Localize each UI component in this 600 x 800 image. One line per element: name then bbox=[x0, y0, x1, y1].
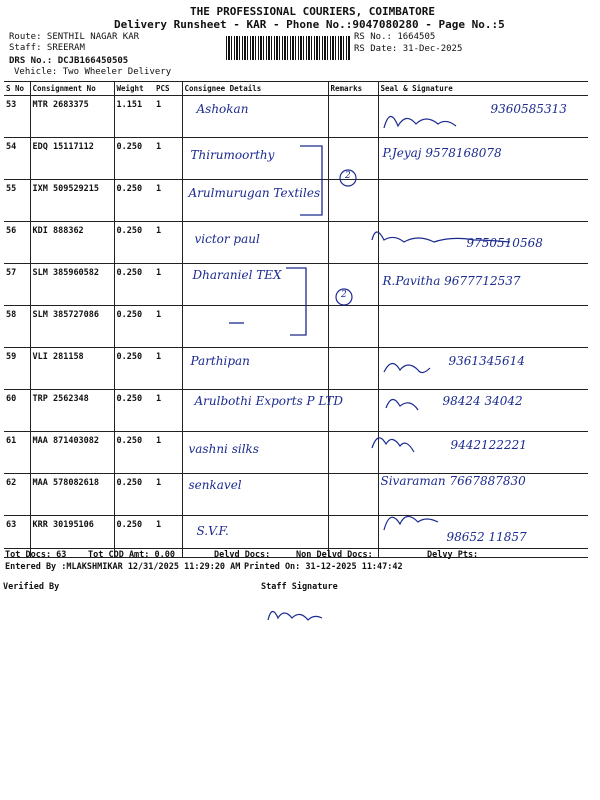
table-row bbox=[4, 474, 588, 516]
drs-no: DRS No.: DCJB166450505 bbox=[9, 56, 129, 66]
seal-cell bbox=[378, 306, 588, 348]
remarks-cell bbox=[328, 306, 378, 348]
sno-cell: 61 bbox=[4, 432, 30, 474]
verified-by: Verified By bbox=[3, 582, 60, 592]
tot-docs: Tot Docs: 63 bbox=[5, 550, 67, 560]
sno-cell: 60 bbox=[4, 390, 30, 432]
seal-handwriting: 98424 34042 bbox=[442, 394, 523, 408]
consignee-cell bbox=[182, 180, 328, 222]
consignee-handwriting: senkavel bbox=[188, 478, 242, 492]
weight-cell: 0.250 bbox=[114, 264, 154, 306]
remarks-cell bbox=[328, 264, 378, 306]
pcs-cell: 1 bbox=[154, 222, 182, 264]
pcs-cell: 1 bbox=[154, 264, 182, 306]
runsheet-table bbox=[4, 81, 588, 558]
sno-cell: 56 bbox=[4, 222, 30, 264]
table-row bbox=[4, 138, 588, 180]
col-consignment: Consignment No bbox=[30, 82, 114, 96]
weight-cell: 0.250 bbox=[114, 138, 154, 180]
consignee-handwriting: victor paul bbox=[194, 232, 260, 246]
sno-cell: 53 bbox=[4, 96, 30, 138]
remarks-cell bbox=[328, 180, 378, 222]
remarks-cell bbox=[328, 432, 378, 474]
remarks-cell bbox=[328, 138, 378, 180]
consignee-cell bbox=[182, 138, 328, 180]
seal-handwriting: 9750510568 bbox=[466, 236, 543, 250]
consignment-cell: SLM 385727086 bbox=[30, 306, 114, 348]
consignment-cell: MAA 578082618 bbox=[30, 474, 114, 516]
consignee-handwriting: Arulmurugan Textiles bbox=[188, 186, 321, 200]
consignment-cell: SLM 385960582 bbox=[30, 264, 114, 306]
remarks-cell bbox=[328, 222, 378, 264]
sno-cell: 55 bbox=[4, 180, 30, 222]
pcs-cell: 1 bbox=[154, 306, 182, 348]
weight-cell: 0.250 bbox=[114, 348, 154, 390]
pcs-cell: 1 bbox=[154, 348, 182, 390]
weight-cell: 0.250 bbox=[114, 390, 154, 432]
delvd-docs: Delvd Docs: bbox=[214, 550, 271, 560]
pcs-cell: 1 bbox=[154, 390, 182, 432]
table-row bbox=[4, 390, 588, 432]
seal-cell bbox=[378, 432, 588, 474]
consignee-handwriting: Dharaniel TEX bbox=[192, 268, 282, 282]
rs-date: RS Date: 31-Dec-2025 bbox=[354, 44, 463, 54]
staff: Staff: SREERAM bbox=[9, 43, 85, 53]
pcs-cell: 1 bbox=[154, 516, 182, 558]
consignee-cell bbox=[182, 222, 328, 264]
consignment-cell: MTR 2683375 bbox=[30, 96, 114, 138]
footer-divider bbox=[4, 548, 588, 549]
table-row bbox=[4, 348, 588, 390]
pcs-cell: 1 bbox=[154, 432, 182, 474]
consignee-handwriting: Parthipan bbox=[190, 354, 250, 368]
pcs-cell: 1 bbox=[154, 96, 182, 138]
consignee-cell bbox=[182, 96, 328, 138]
seal-cell bbox=[378, 348, 588, 390]
col-weight: Weight bbox=[114, 82, 154, 96]
runsheet-subtitle: Delivery Runsheet - KAR - Phone No.:9047080280 - Page No.:5 bbox=[114, 18, 505, 31]
sno-cell: 62 bbox=[4, 474, 30, 516]
consignee-handwriting: Arulbothi Exports P LTD bbox=[194, 394, 344, 408]
weight-cell: 0.250 bbox=[114, 180, 154, 222]
weight-cell: 0.250 bbox=[114, 432, 154, 474]
non-delvd-docs: Non Delvd Docs: bbox=[296, 550, 373, 560]
remarks-cell bbox=[328, 96, 378, 138]
table-row bbox=[4, 432, 588, 474]
sno-cell: 57 bbox=[4, 264, 30, 306]
consignee-handwriting: Ashokan bbox=[196, 102, 249, 116]
remark-mark: 2 bbox=[345, 171, 351, 181]
weight-cell: 0.250 bbox=[114, 516, 154, 558]
sno-cell: 58 bbox=[4, 306, 30, 348]
company-title: THE PROFESSIONAL COURIERS, COIMBATORE bbox=[190, 5, 436, 18]
consignment-cell: IXM 509529215 bbox=[30, 180, 114, 222]
table-row bbox=[4, 222, 588, 264]
table-row bbox=[4, 306, 588, 348]
seal-cell bbox=[378, 222, 588, 264]
table-header-row bbox=[4, 82, 588, 96]
printed-on: Printed On: 31-12-2025 11:47:42 bbox=[244, 562, 403, 572]
seal-handwriting: Sivaraman 7667887830 bbox=[380, 474, 526, 488]
staff-signature-scribble bbox=[268, 611, 322, 620]
remark-mark: 2 bbox=[341, 290, 347, 300]
weight-cell: 0.250 bbox=[114, 306, 154, 348]
table-row bbox=[4, 180, 588, 222]
table-row bbox=[4, 264, 588, 306]
consignee-cell bbox=[182, 432, 328, 474]
vehicle: Vehicle: Two Wheeler Delivery bbox=[14, 67, 172, 77]
seal-handwriting: 9442122221 bbox=[450, 438, 527, 452]
sno-cell: 59 bbox=[4, 348, 30, 390]
consignee-handwriting: Thirumoorthy bbox=[190, 148, 275, 162]
seal-cell bbox=[378, 264, 588, 306]
consignee-cell bbox=[182, 348, 328, 390]
seal-cell bbox=[378, 390, 588, 432]
delvy-pts: Delvy Pts: bbox=[427, 550, 479, 560]
entered-by: Entered By :MLAKSHMIKAR 12/31/2025 11:29:20 AM bbox=[5, 562, 241, 572]
col-remarks: Remarks bbox=[328, 82, 378, 96]
seal-handwriting: R.Pavitha 9677712537 bbox=[382, 274, 521, 288]
seal-cell bbox=[378, 96, 588, 138]
seal-cell bbox=[378, 516, 588, 558]
consignment-cell: KDI 888362 bbox=[30, 222, 114, 264]
tot-cod: Tot COD Amt: 0.00 bbox=[88, 550, 175, 560]
consignment-cell: VLI 281158 bbox=[30, 348, 114, 390]
rs-no: RS No.: 1664505 bbox=[354, 32, 436, 42]
weight-cell: 0.250 bbox=[114, 474, 154, 516]
barcode bbox=[226, 36, 350, 60]
table-row bbox=[4, 96, 588, 138]
seal-handwriting: P.Jeyaj 9578168078 bbox=[382, 146, 502, 160]
pcs-cell: 1 bbox=[154, 180, 182, 222]
col-seal: Seal & Signature bbox=[378, 82, 588, 96]
sno-cell: 54 bbox=[4, 138, 30, 180]
consignee-cell bbox=[182, 390, 344, 432]
consignee-cell bbox=[182, 474, 328, 516]
consignee-cell bbox=[182, 306, 328, 348]
consignee-handwriting: vashni silks bbox=[188, 442, 259, 456]
consignment-cell: TRP 2562348 bbox=[30, 390, 114, 432]
consignee-cell bbox=[182, 264, 328, 306]
col-sno: S No bbox=[4, 82, 30, 96]
pcs-cell: 1 bbox=[154, 138, 182, 180]
remarks-cell bbox=[328, 474, 378, 516]
seal-cell bbox=[378, 180, 588, 222]
seal-cell bbox=[378, 138, 588, 180]
seal-cell bbox=[378, 474, 588, 516]
col-pcs: PCS bbox=[154, 82, 182, 96]
remarks-cell bbox=[328, 348, 378, 390]
route: Route: SENTHIL NAGAR KAR bbox=[9, 32, 140, 42]
consignee-handwriting: S.V.F. bbox=[196, 524, 229, 538]
seal-handwriting: 9361345614 bbox=[448, 354, 525, 368]
consignment-cell: KRR 30195106 bbox=[30, 516, 114, 558]
seal-handwriting: 98652 11857 bbox=[446, 530, 527, 544]
pcs-cell: 1 bbox=[154, 474, 182, 516]
consignment-cell: MAA 871403082 bbox=[30, 432, 114, 474]
consignment-cell: EDQ 15117112 bbox=[30, 138, 114, 180]
weight-cell: 1.151 bbox=[114, 96, 154, 138]
staff-signature-label: Staff Signature bbox=[261, 582, 338, 592]
weight-cell: 0.250 bbox=[114, 222, 154, 264]
seal-handwriting: 9360585313 bbox=[490, 102, 567, 116]
col-consignee: Consignee Details bbox=[182, 82, 328, 96]
sno-cell: 63 bbox=[4, 516, 30, 558]
